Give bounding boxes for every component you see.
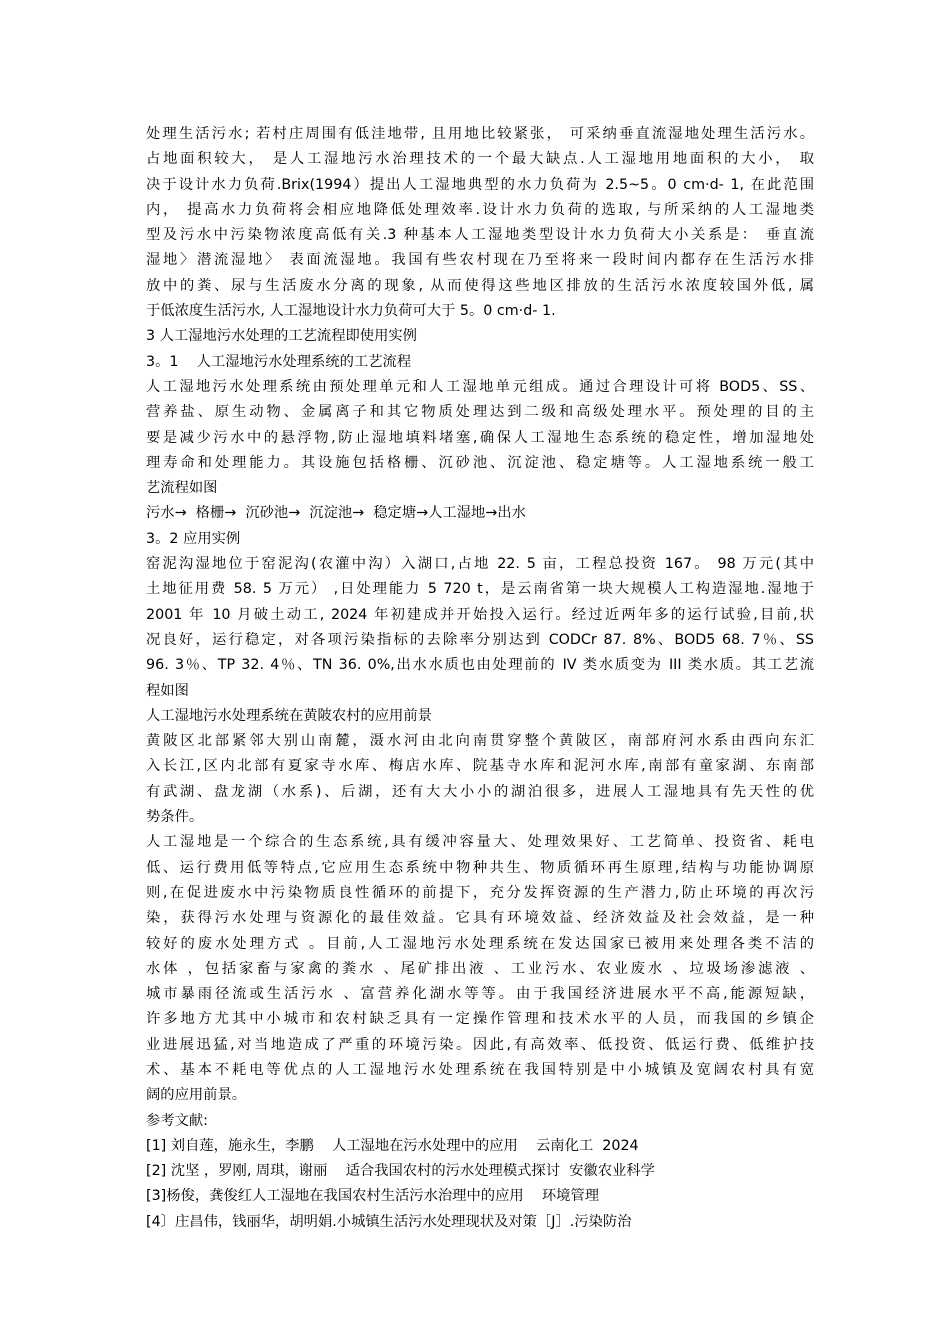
text-line: 则,在促进废水中污染物质良性循环的前提下，充分发挥资源的生产潜力,防止环境的再次污 xyxy=(146,884,814,901)
text-line: 型及污水中污染物浓度高低有关.3 种基本人工湿地类型设计水力负荷大小关系是： 垂直流 xyxy=(146,227,814,244)
text-line: 占地面积较大， 是人工湿地污水治理技术的一个最大缺点.人工湿地用地面积的大小， 取 xyxy=(146,151,814,168)
subsection-heading: 3。1 人工湿地污水处理系统的工艺流程 xyxy=(146,353,412,370)
section-heading: 3 人工湿地污水处理的工艺流程即使用实例 xyxy=(146,328,417,345)
text-line: 许多地方尤其中小城市和农村缺乏具有一定操作管理和技术水平的人员，而我国的乡镇企 xyxy=(146,1011,814,1028)
text-line: 入长江,区内北部有夏家寺水库、梅店水库、院基寺水库和泥河水库,南部有童家湖、东南部 xyxy=(146,758,814,775)
section-heading: 人工湿地污水处理系统在黄陂农村的应用前景 xyxy=(146,707,432,724)
text-line: 放中的粪、尿与生活废水分离的现象, 从而使得这些地区排放的生活污水浓度较国外低, 属 xyxy=(146,277,814,294)
text-line: 要是减少污水中的悬浮物,防止湿地填料堵塞,确保人工湿地生态系统的稳定性，增加湿地处 xyxy=(146,429,814,446)
text-line: 黄陂区北部紧邻大别山南麓，滠水河由北向南贯穿整个黄陂区，南部府河水系由西向东汇 xyxy=(146,733,814,750)
text-line: 低、运行费用低等特点,它应用生态系统中物种共生、物质循环再生原理,结构与功能协调原 xyxy=(146,859,814,876)
text-line: 处理生活污水; 若村庄周围有低洼地带, 且用地比较紧张， 可采纳垂直流湿地处理生活污水。 xyxy=(146,126,814,142)
text-line: 染，获得污水处理与资源化的最佳效益。它具有环境效益、经济效益及社会效益，是一种 xyxy=(146,910,814,927)
text-line: 势条件。 xyxy=(146,809,204,826)
text-line: 土地征用费 58. 5 万元） ,日处理能力 5 720 t，是云南省第一块大规模人工构造湿地.湿地于 xyxy=(146,581,814,598)
text-line: 程如图 xyxy=(146,682,189,699)
reference-item: [3]杨俊，龚俊红人工湿地在我国农村生活污水治理中的应用 环境管理 xyxy=(146,1188,600,1205)
text-line: 理寿命和处理能力。其设施包括格栅、沉砂池、沉淀池、稳定塘等。人工湿地系统一般工 xyxy=(146,454,814,471)
text-line: 术、基本不耗电等优点的人工湿地污水处理系统在我国特别是中小城镇及宽阔农村具有宽 xyxy=(146,1061,814,1078)
text-line: 96. 3％、TP 32. 4％、TN 36. 0%,出水水质也由处理前的 IV 类水质变为 III 类水质。其工艺流 xyxy=(146,657,814,674)
text-line: 城市暴雨径流或生活污水 、富营养化湖水等等。由于我国经济进展水平不高,能源短缺， xyxy=(146,986,814,1003)
text-line: 人工湿地是一个综合的生态系统,具有缓冲容量大、处理效果好、工艺简单、投资省、耗电 xyxy=(146,834,814,851)
text-line: 阔的应用前景。 xyxy=(146,1087,247,1104)
reference-item: [2] 沈坚 ，罗刚, 周琪，谢丽 适合我国农村的污水处理模式探讨 安徽农业科学 xyxy=(146,1163,655,1180)
process-flow-line: 污水→ 格栅→ 沉砂池→ 沉淀池→ 稳定塘→人工湿地→出水 xyxy=(146,505,526,522)
text-line: 内， 提高水力负荷将会相应地降低处理效率.设计水力负荷的选取, 与所采纳的人工湿地类 xyxy=(146,201,814,218)
text-line: 艺流程如图 xyxy=(146,480,218,497)
references-heading: 参考文献: xyxy=(146,1112,209,1129)
text-line: 决于设计水力负荷.Brix(1994）提出人工湿地典型的水力负荷为 2.5~5。0 cm·d- 1, 在此范围 xyxy=(146,176,814,193)
text-line: 2001 年 10 月破土动工, 2024 年初建成并开始投入运行。经过近两年多的运行试验,目前,状 xyxy=(146,606,814,623)
text-line: 湿地〉潜流湿地〉 表面流湿地。我国有些农村现在乃至将来一段时间内都存在生活污水排 xyxy=(146,252,814,269)
reference-item: [1] 刘自莲，施永生，李鹏 人工湿地在污水处理中的应用 云南化工 2024 xyxy=(146,1137,639,1154)
text-line: 较好的废水处理方式 。目前,人工湿地污水处理系统在发达国家已被用来处理各类不洁的 xyxy=(146,935,814,952)
text-line: 水体 ，包括家畜与家禽的粪水 、尾矿排出液 、工业污水、农业废水 、垃圾场渗滤液 、 xyxy=(146,960,814,977)
text-line: 人工湿地污水处理系统由预处理单元和人工湿地单元组成。通过合理设计可将 BOD5、SS、 xyxy=(146,378,814,395)
document-body xyxy=(146,122,814,1235)
text-line: 况良好，运行稳定，对各项污染指标的去除率分别达到 CODCr 87. 8%、BOD5 68. 7％、SS xyxy=(146,631,814,648)
reference-item: [4〕庄昌伟，钱丽华，胡明娟.小城镇生活污水处理现状及对策［J］.污染防治 xyxy=(146,1213,632,1230)
text-line: 于低浓度生活污水, 人工湿地设计水力负荷可大于 5。0 cm·d- 1. xyxy=(146,303,556,320)
subsection-heading: 3。2 应用实例 xyxy=(146,530,241,547)
text-line: 营养盐、原生动物、金属离子和其它物质处理达到二级和高级处理水平。预处理的目的主 xyxy=(146,404,814,421)
text-line: 窑泥沟湿地位于窑泥沟(农灌中沟）入湖口,占地 22. 5 亩，工程总投资 167。 98 万元(其中 xyxy=(146,556,814,573)
text-line: 有武湖、盘龙湖（水系)、后湖，还有大大小小的湖泊很多，进展人工湿地具有先天性的优 xyxy=(146,783,814,800)
text-line: 业进展迅猛,对当地造成了严重的环境污染。因此,有高效率、低投资、低运行费、低维护技 xyxy=(146,1036,814,1053)
